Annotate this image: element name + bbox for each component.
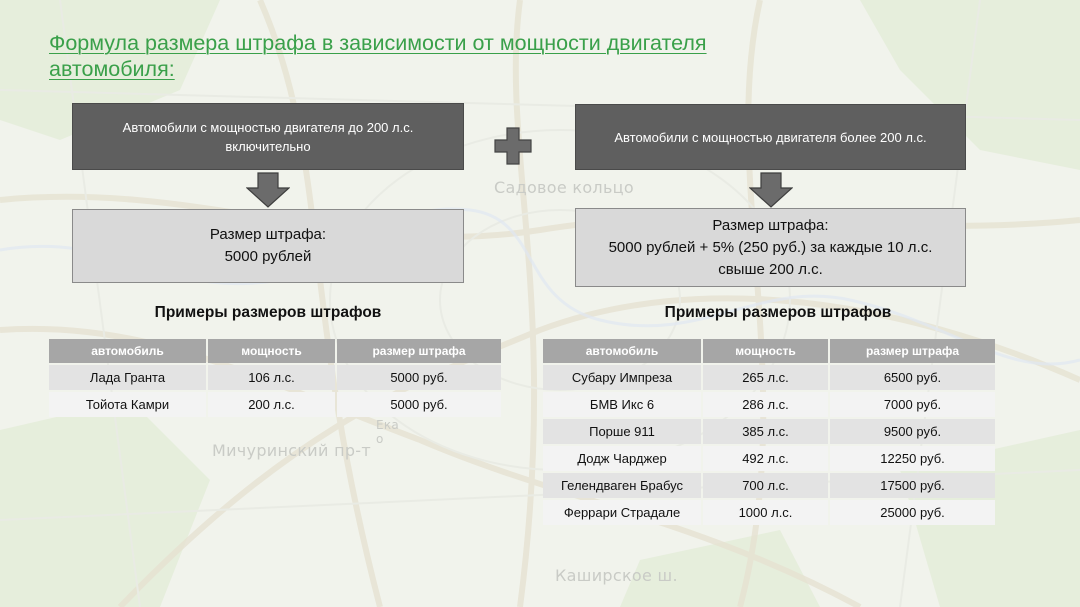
down-arrow-icon: [749, 172, 793, 208]
cell-power: 286 л.с.: [703, 392, 828, 417]
cell-car: Субару Импреза: [543, 365, 701, 390]
cell-power: 1000 л.с.: [703, 500, 828, 525]
table-row: [543, 500, 995, 525]
left-category-label: Автомобили с мощностью двигателя до 200 л.с. включительно: [122, 119, 414, 154]
cell-car: БМВ Икс 6: [543, 392, 701, 417]
cell-fine: 25000 руб.: [830, 500, 995, 525]
table-row: [543, 392, 995, 417]
cell-car: Лада Гранта: [49, 365, 206, 390]
right-examples-heading: Примеры размеров штрафов: [664, 304, 892, 321]
cell-fine: 17500 руб.: [830, 473, 995, 498]
cell-fine: 9500 руб.: [830, 419, 995, 444]
left-fine-amount: 5000 рублей: [224, 248, 312, 265]
cell-car: Феррари Страдале: [543, 500, 701, 525]
cell-car: Гелендваген Брабус: [543, 473, 701, 498]
cell-power: 106 л.с.: [208, 365, 335, 390]
right-fine-label: Размер штрафа:: [712, 216, 829, 234]
table-row: [543, 419, 995, 444]
map-label-fragment: Ека о: [376, 418, 400, 446]
table-row: [543, 473, 995, 498]
right-fine-condition: свыше 200 л.с.: [718, 260, 823, 278]
column-header-power: мощность: [703, 339, 828, 363]
cell-fine: 7000 руб.: [830, 392, 995, 417]
cell-car: Додж Чарджер: [543, 446, 701, 471]
cell-fine: 5000 руб.: [337, 365, 501, 390]
table-header-row: [543, 339, 995, 363]
column-header-car: автомобиль: [49, 339, 206, 363]
map-label-michurinsky: Мичуринский пр-т: [212, 441, 371, 460]
cell-power: 200 л.с.: [208, 392, 335, 417]
column-header-car: автомобиль: [543, 339, 701, 363]
cell-power: 700 л.с.: [703, 473, 828, 498]
left-examples-table: [47, 337, 503, 419]
table-row: [49, 392, 501, 417]
cell-power: 265 л.с.: [703, 365, 828, 390]
right-fine-box: [575, 208, 966, 287]
cell-power: 385 л.с.: [703, 419, 828, 444]
cell-power: 492 л.с.: [703, 446, 828, 471]
cell-car: Порше 911: [543, 419, 701, 444]
map-label-sadovoe: Садовое кольцо: [494, 178, 634, 197]
right-examples-table: [541, 337, 997, 527]
column-header-fine: размер штрафа: [337, 339, 501, 363]
column-header-power: мощность: [208, 339, 335, 363]
table-row: [543, 365, 995, 390]
left-fine-label: Размер штрафа:: [209, 226, 327, 243]
plus-icon: [493, 126, 533, 166]
right-category-label: Автомобили с мощностью двигателя более 200 л.с.: [614, 129, 927, 145]
left-fine-box: [72, 209, 464, 283]
left-examples-heading: Примеры размеров штрафов: [154, 304, 382, 321]
cell-car: Тойота Камри: [49, 392, 206, 417]
table-row: [543, 446, 995, 471]
cell-fine: 12250 руб.: [830, 446, 995, 471]
page-title: Формула размера штрафа в зависимости от мощности двигателя автомобиля:: [49, 31, 707, 81]
down-arrow-icon: [246, 172, 290, 208]
map-label-kashirskoe: Каширское ш.: [555, 566, 678, 585]
table-row: [49, 365, 501, 390]
right-fine-formula: 5000 рублей + 5% (250 руб.) за каждые 10 л.с.: [608, 238, 933, 256]
right-category-box: [575, 104, 966, 170]
column-header-fine: размер штрафа: [830, 339, 995, 363]
cell-fine: 5000 руб.: [337, 392, 501, 417]
cell-fine: 6500 руб.: [830, 365, 995, 390]
left-category-box: [72, 103, 464, 170]
table-header-row: [49, 339, 501, 363]
